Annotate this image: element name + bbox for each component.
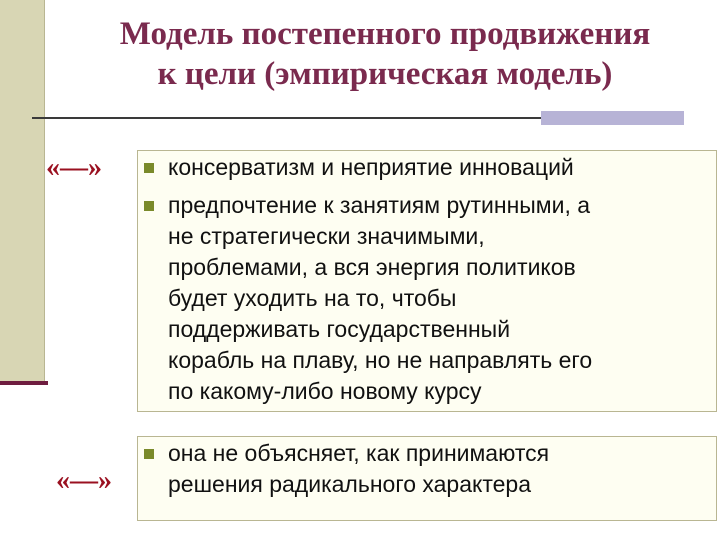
dash-marker-1: «—» [46, 152, 102, 183]
bullet-text: предпочтение к занятиям рутинными, а не стратегически значимыми, проблемами, а вся энергия политиков будет уходить на то, чтобы поддерживать государственный корабль на плаву, но не направлять его по какому-либо новому курсу [168, 192, 593, 404]
square-bullet-icon [144, 163, 154, 173]
side-decor-line [0, 381, 48, 385]
slide-title [60, 14, 710, 94]
square-bullet-icon [144, 449, 154, 459]
bullet-item [144, 152, 714, 183]
slide-title-text: Модель постепенного продвижения к цели (эмпирическая модель) [119, 16, 651, 92]
title-accent-block [541, 111, 684, 125]
dash-marker-2: «—» [56, 465, 112, 496]
bullet-item [144, 190, 714, 407]
square-bullet-icon [144, 201, 154, 211]
bullet-text: она не объясняет, как принимаются решения радикального характера [168, 440, 550, 497]
bullet-text: консерватизм и неприятие инноваций [168, 154, 574, 180]
bullet-item [144, 438, 714, 500]
side-decor-bar [0, 0, 45, 383]
